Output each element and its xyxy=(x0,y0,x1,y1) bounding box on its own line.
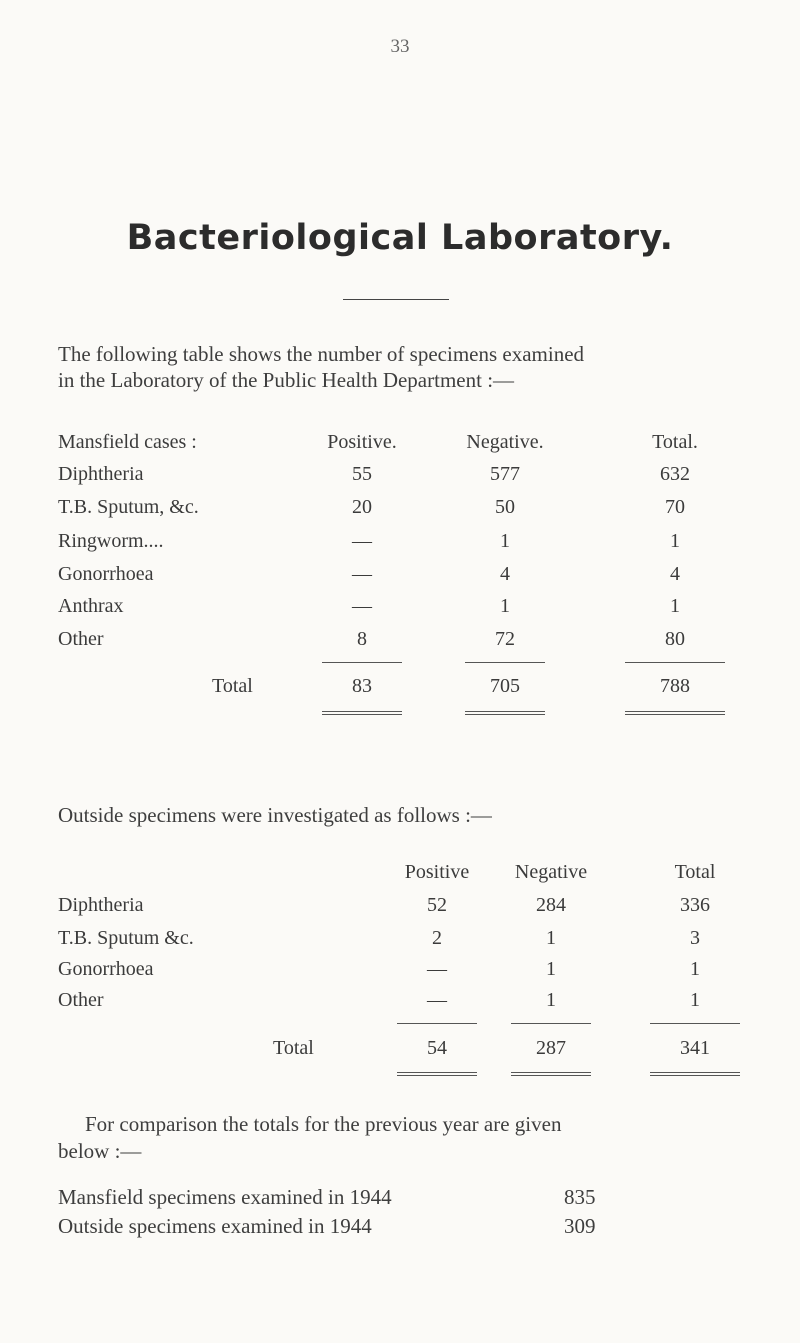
row-positive: — xyxy=(427,989,447,1011)
subtotal-rule xyxy=(322,662,402,663)
row-total: 4 xyxy=(670,563,680,585)
outside-intro: Outside specimens were investigated as follows :— xyxy=(58,803,492,827)
col-negative: Negative xyxy=(514,861,588,883)
total-label: Total xyxy=(212,675,253,697)
total-label: Total xyxy=(273,1037,314,1059)
subtotal-rule xyxy=(511,1023,591,1024)
total-total: 341 xyxy=(680,1037,710,1059)
comparison-label: Outside specimens examined in 1944 xyxy=(58,1214,372,1238)
col-total: Total xyxy=(674,861,716,883)
row-positive: — xyxy=(352,595,372,617)
row-negative: 1 xyxy=(500,530,510,552)
comparison-value: 835 xyxy=(564,1185,596,1209)
row-positive: 20 xyxy=(352,496,372,518)
double-rule xyxy=(397,1072,477,1076)
row-negative: 1 xyxy=(546,989,556,1011)
comparison-line-2: below :— xyxy=(58,1139,142,1163)
comparison-value: 309 xyxy=(564,1214,596,1238)
subtotal-rule xyxy=(397,1023,477,1024)
row-total: 1 xyxy=(690,958,700,980)
row-total: 632 xyxy=(660,463,690,485)
row-negative: 1 xyxy=(546,927,556,949)
double-rule xyxy=(511,1072,591,1076)
row-total: 80 xyxy=(665,628,685,650)
row-negative: 284 xyxy=(536,894,566,916)
row-total: 1 xyxy=(670,595,680,617)
subtotal-rule xyxy=(465,662,545,663)
row-negative: 1 xyxy=(546,958,556,980)
page-title: Bacteriological Laboratory. xyxy=(126,218,674,258)
row-positive: 8 xyxy=(357,628,367,650)
row-negative: 1 xyxy=(500,595,510,617)
subtotal-rule xyxy=(650,1023,740,1024)
row-positive: — xyxy=(427,958,447,980)
row-label: T.B. Sputum &c. xyxy=(58,927,194,949)
col-total: Total. xyxy=(652,431,698,453)
row-negative: 50 xyxy=(495,496,515,518)
row-label: Other xyxy=(58,628,104,650)
row-negative: 577 xyxy=(490,463,520,485)
intro-line-1: The following table shows the number of specimens examined xyxy=(58,342,585,366)
row-label: Gonorrhoea xyxy=(58,958,154,980)
row-positive: 52 xyxy=(427,894,447,916)
row-total: 70 xyxy=(665,496,685,518)
row-label: Diphtheria xyxy=(58,894,144,916)
row-positive: — xyxy=(352,563,372,585)
double-rule xyxy=(465,711,545,715)
col-positive: Positive xyxy=(404,861,470,883)
total-negative: 705 xyxy=(490,675,520,697)
total-positive: 83 xyxy=(352,675,372,697)
row-positive: 2 xyxy=(432,927,442,949)
mansfield-heading: Mansfield cases : xyxy=(58,431,197,453)
double-rule xyxy=(322,711,402,715)
intro-line-2: in the Laboratory of the Public Health Department :— xyxy=(58,368,515,392)
comparison-line-1: For comparison the totals for the previous year are given xyxy=(85,1112,562,1136)
row-total: 336 xyxy=(680,894,710,916)
total-positive: 54 xyxy=(427,1037,447,1059)
row-negative: 72 xyxy=(495,628,515,650)
title-divider xyxy=(343,299,449,300)
col-positive: Positive. xyxy=(327,431,397,453)
col-negative: Negative. xyxy=(466,431,544,453)
row-total: 3 xyxy=(690,927,700,949)
page-number: 33 xyxy=(390,36,410,57)
row-label: Ringworm.... xyxy=(58,530,164,552)
row-negative: 4 xyxy=(500,563,510,585)
double-rule xyxy=(650,1072,740,1076)
row-label: Diphtheria xyxy=(58,463,144,485)
subtotal-rule xyxy=(625,662,725,663)
row-positive: 55 xyxy=(352,463,372,485)
total-negative: 287 xyxy=(536,1037,566,1059)
double-rule xyxy=(625,711,725,715)
comparison-label: Mansfield specimens examined in 1944 xyxy=(58,1185,392,1209)
row-positive: — xyxy=(352,530,372,552)
row-label: Anthrax xyxy=(58,595,124,617)
row-total: 1 xyxy=(690,989,700,1011)
row-label: Gonorrhoea xyxy=(58,563,154,585)
row-label: T.B. Sputum, &c. xyxy=(58,496,199,518)
row-total: 1 xyxy=(670,530,680,552)
row-label: Other xyxy=(58,989,104,1011)
total-total: 788 xyxy=(660,675,690,697)
